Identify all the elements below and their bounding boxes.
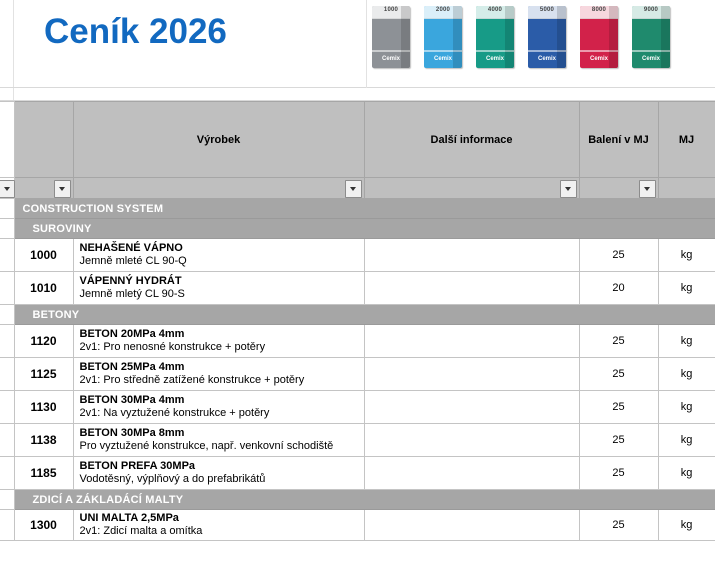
bag-brand: Cemix <box>381 56 400 62</box>
cell-code: 1000 <box>14 239 73 272</box>
cell-info <box>364 358 579 391</box>
section-label: SUROVINY <box>14 219 715 239</box>
product-bag-4 <box>528 6 566 68</box>
cell-packaging: 20 <box>579 272 658 305</box>
table-row[interactable] <box>0 457 715 490</box>
row-header-cell <box>0 510 14 541</box>
product-name: UNI MALTA 2,5MPa <box>79 512 179 524</box>
column-header-packaging: Balení v MJ <box>579 102 658 178</box>
cell-unit: kg <box>658 457 715 490</box>
product-name: BETON 25MPa 4mm <box>79 361 185 373</box>
section-row <box>0 199 715 219</box>
product-desc: Jemně mleté CL 90-Q <box>79 255 187 267</box>
cell-info <box>364 239 579 272</box>
row-header-gutter <box>0 0 14 87</box>
bag-shading <box>557 6 566 68</box>
row-header-cell <box>0 358 14 391</box>
cell-unit: kg <box>658 424 715 457</box>
cell-packaging: 25 <box>579 510 658 541</box>
filter-cell-unit <box>658 178 715 199</box>
cell-info <box>364 424 579 457</box>
table-row[interactable] <box>0 325 715 358</box>
product-name: BETON PREFA 30MPa <box>79 460 196 472</box>
cell-code: 1125 <box>14 358 73 391</box>
bag-shading <box>401 6 410 68</box>
column-header-unit: MJ <box>658 102 715 178</box>
product-desc: 2v1: Pro středně zatížené konstrukce + potěry <box>79 374 305 386</box>
cell-code: 1010 <box>14 272 73 305</box>
page-title: Ceník 2026 <box>44 12 227 51</box>
cell-info <box>364 457 579 490</box>
cell-product <box>73 358 364 391</box>
cell-packaging: 25 <box>579 239 658 272</box>
cell-code: 1138 <box>14 424 73 457</box>
chevron-down-icon <box>59 187 65 191</box>
cell-product <box>73 325 364 358</box>
price-list-table <box>0 101 715 541</box>
row-header-cell <box>0 219 14 239</box>
product-desc: Pro vyztužené konstrukce, např. venkovní schodiště <box>79 440 334 452</box>
bag-label: 2000 <box>435 7 451 13</box>
filter-dropdown-gutter[interactable] <box>0 180 15 198</box>
table-header-row <box>0 102 715 178</box>
bag-brand: Cemix <box>433 56 452 62</box>
bag-label: 5000 <box>539 7 555 13</box>
column-header-code <box>14 102 73 178</box>
row-header-cell <box>0 272 14 305</box>
section-row <box>0 219 715 239</box>
cell-unit: kg <box>658 272 715 305</box>
product-desc: 2v1: Pro nenosné konstrukce + potěry <box>79 341 266 353</box>
bag-shading <box>453 6 462 68</box>
section-label: CONSTRUCTION SYSTEM <box>14 199 715 219</box>
cell-packaging: 25 <box>579 391 658 424</box>
filter-cell-code <box>14 178 73 199</box>
table-row[interactable] <box>0 239 715 272</box>
product-desc: Vodotěsný, výplňový a do prefabrikátů <box>79 473 266 485</box>
bag-shading <box>505 6 514 68</box>
section-row <box>0 490 715 510</box>
column-header-product: Výrobek <box>73 102 364 178</box>
table-row[interactable] <box>0 358 715 391</box>
chevron-down-icon <box>644 187 650 191</box>
row-header-cell <box>0 178 14 199</box>
product-bag-3 <box>476 6 514 68</box>
product-desc: 2v1: Na vyztužené konstrukce + potěry <box>79 407 270 419</box>
cell-product <box>73 457 364 490</box>
product-bag-1 <box>372 6 410 68</box>
cell-product <box>73 424 364 457</box>
filter-cell-product <box>73 178 364 199</box>
bag-label: 4000 <box>487 7 503 13</box>
cell-product <box>73 272 364 305</box>
cell-code: 1120 <box>14 325 73 358</box>
cell-info <box>364 325 579 358</box>
product-desc: 2v1: Zdicí malta a omítka <box>79 525 203 537</box>
row-header-cell <box>0 102 14 178</box>
product-name: BETON 30MPa 4mm <box>79 394 185 406</box>
cell-packaging: 25 <box>579 358 658 391</box>
title-band <box>0 0 715 88</box>
bag-brand: Cemix <box>589 56 608 62</box>
filter-dropdown-product[interactable] <box>345 180 362 198</box>
column-divider <box>366 0 367 88</box>
cell-packaging: 25 <box>579 325 658 358</box>
row-header-cell <box>0 490 14 510</box>
filter-row <box>0 178 715 199</box>
cell-code: 1185 <box>14 457 73 490</box>
bag-label: 8000 <box>591 7 607 13</box>
chevron-down-icon <box>350 187 356 191</box>
cell-unit: kg <box>658 239 715 272</box>
row-header-cell <box>0 424 14 457</box>
product-bag-5 <box>580 6 618 68</box>
cell-product <box>73 510 364 541</box>
bag-brand: Cemix <box>537 56 556 62</box>
cell-info <box>364 510 579 541</box>
product-name: VÁPENNÝ HYDRÁT <box>79 275 182 287</box>
cell-product <box>73 239 364 272</box>
table-row[interactable] <box>0 272 715 305</box>
cell-info <box>364 391 579 424</box>
filter-cell-packaging <box>579 178 658 199</box>
product-desc: Jemně mletý CL 90-S <box>79 288 185 300</box>
cell-unit: kg <box>658 358 715 391</box>
bag-label: 1000 <box>383 7 399 13</box>
row-header-cell <box>0 325 14 358</box>
bag-shading <box>609 6 618 68</box>
filter-dropdown-packaging[interactable] <box>639 180 656 198</box>
section-row <box>0 305 715 325</box>
cell-packaging: 25 <box>579 424 658 457</box>
filter-dropdown-info[interactable] <box>560 180 577 198</box>
chevron-down-icon <box>565 187 571 191</box>
table-row[interactable] <box>0 424 715 457</box>
product-bag-2 <box>424 6 462 68</box>
cell-product <box>73 391 364 424</box>
row-header-cell <box>0 305 14 325</box>
cell-code: 1300 <box>14 510 73 541</box>
section-label: BETONY <box>14 305 715 325</box>
row-header-gutter <box>0 88 14 100</box>
chevron-down-icon <box>4 187 10 191</box>
table-row[interactable] <box>0 391 715 424</box>
cell-code: 1130 <box>14 391 73 424</box>
row-header-cell <box>0 457 14 490</box>
cell-unit: kg <box>658 325 715 358</box>
row-header-cell <box>0 239 14 272</box>
cell-info <box>364 272 579 305</box>
bag-brand: Cemix <box>641 56 660 62</box>
product-name: BETON 30MPa 8mm <box>79 427 185 439</box>
cell-unit: kg <box>658 391 715 424</box>
product-bag-6 <box>632 6 670 68</box>
table-row[interactable] <box>0 510 715 541</box>
product-name: NEHAŠENÉ VÁPNO <box>79 242 183 254</box>
row-header-cell <box>0 199 14 219</box>
filter-dropdown-code[interactable] <box>54 180 71 198</box>
cell-packaging: 25 <box>579 457 658 490</box>
bag-shading <box>661 6 670 68</box>
empty-row <box>0 88 715 101</box>
product-bag-images <box>372 6 712 76</box>
product-name: BETON 20MPa 4mm <box>79 328 185 340</box>
filter-cell-info <box>364 178 579 199</box>
cell-unit: kg <box>658 510 715 541</box>
column-header-info: Další informace <box>364 102 579 178</box>
row-header-cell <box>0 391 14 424</box>
bag-label: 9000 <box>643 7 659 13</box>
bag-brand: Cemix <box>485 56 504 62</box>
section-label: ZDICÍ A ZÁKLADÁCÍ MALTY <box>14 490 715 510</box>
